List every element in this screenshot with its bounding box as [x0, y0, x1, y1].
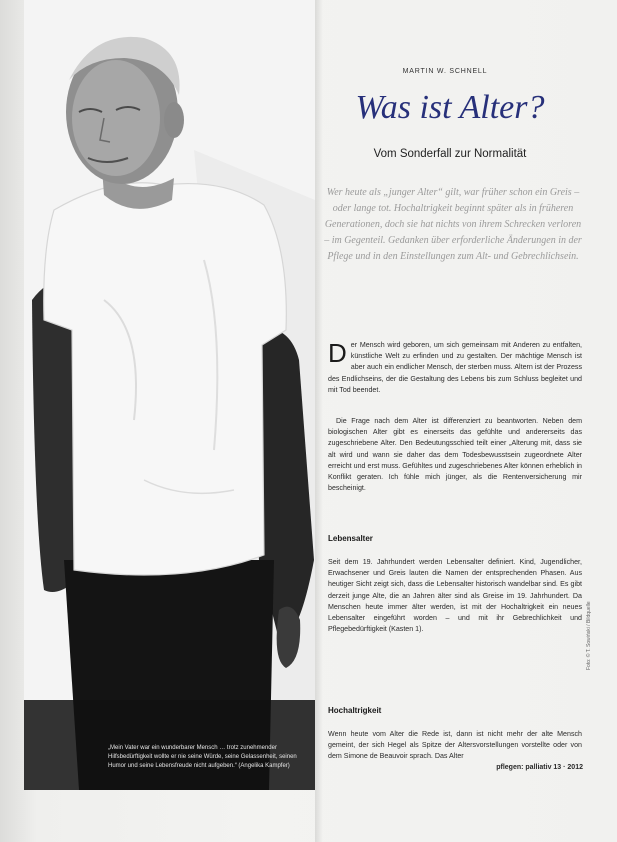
article-title: Was ist Alter? [355, 89, 545, 126]
section-heading-hochaltrigkeit: Hochaltrigkeit [328, 706, 382, 715]
body-paragraph-4: Wenn heute vom Alter die Rede ist, dann ist nicht mehr der alte Mensch gemeint, der sich Hegel als Spitze der Altersvorstellungen vorstellte oder von dem Simone de Beauvoir sprach. Das Alter [328, 730, 582, 761]
article-subtitle: Vom Sonderfall zur Normalität [373, 148, 527, 160]
paragraph-1-text: er Mensch wird geboren, um sich gemeinsam mit Anderen zu entfalten, künstliche Welt zu erfinden und zu gestalten. Der mächtige Mensch ist aber auch ein endlicher Mensch, der sterben muss. Altern ist der Prozess des Endlichseins, der die Gestaltung des Lebens bis zum Schluss begleitet und mit Tod beendet. [328, 341, 582, 394]
body-paragraph-3: Seit dem 19. Jahrhundert werden Lebensalter definiert. Kind, Jugendlicher, Erwachsener und Greis lauten die Namen der entsprechenden Phasen. Aus heutiger Sicht zeigt sich, dass die Lebensalter historisch wandelbar sind. Es gibt derzeit junge Alte, die an Jahren älter sind als Greise im 19. Jahrhundert. Da Menschen heute immer älter werden, ist mit der Hochaltrigkeit ein neues Lebensalter eingeführt worden – und mit ihr Gebrechlichkeit und Pflegebedürftigkeit (Kasten 1). [328, 558, 582, 634]
page-fold-shadow [315, 0, 323, 842]
section-heading-lebensalter: Lebensalter [328, 534, 373, 543]
portrait-photo [24, 0, 315, 790]
elderly-man-illustration [24, 0, 315, 790]
photo-credit: Foto: © T. Sowiński / Bildquelle [586, 601, 592, 670]
article-lead: Wer heute als „junger Alter“ gilt, war früher schon ein Greis – oder lange tot. Hochaltrigkeit beginnt später als in früheren Generationen, doch sie hat nichts von ihrem Schrecken verloren – im Gegenteil. Gedanken über erforderliche Änderungen in der Pflege und in den Einstellungen zum Alt- und Gebrechlichsein. [324, 187, 582, 262]
photo-caption: „Mein Vater war ein wunderbarer Mensch … trotz zunehmender Hilfsbedürftigkeit wollte er nie seine Würde, seine Gelassenheit, seinen Humor und seine Lebensfreude nicht aufgeben.“ (Angelika Kampfer) [108, 745, 297, 769]
drop-cap: D [328, 338, 347, 368]
author-name: MARTIN W. SCHNELL [402, 68, 488, 75]
body-paragraph-2: Die Frage nach dem Alter ist differenziert zu beantworten. Neben dem biologischen Alter gibt es einerseits das gefühlte und andererseits das zugeschriebene Alter. Den Bedeutungsschied teilt einer „Alterung mit, dass sie alt wird und wann sie daher das dem Todesbewusstsein zugeordnete Alter erreicht und erst muss. Gefühltes und zugeschriebenes Alter können erheblich in Konflikt geraten. Ich fühle mich jünger, als die Rentenversicherung mir bescheinigt. [328, 417, 582, 493]
journal-footer: pflegen: palliativ 13 · 2012 [496, 764, 583, 771]
body-paragraph-1 [328, 340, 582, 396]
